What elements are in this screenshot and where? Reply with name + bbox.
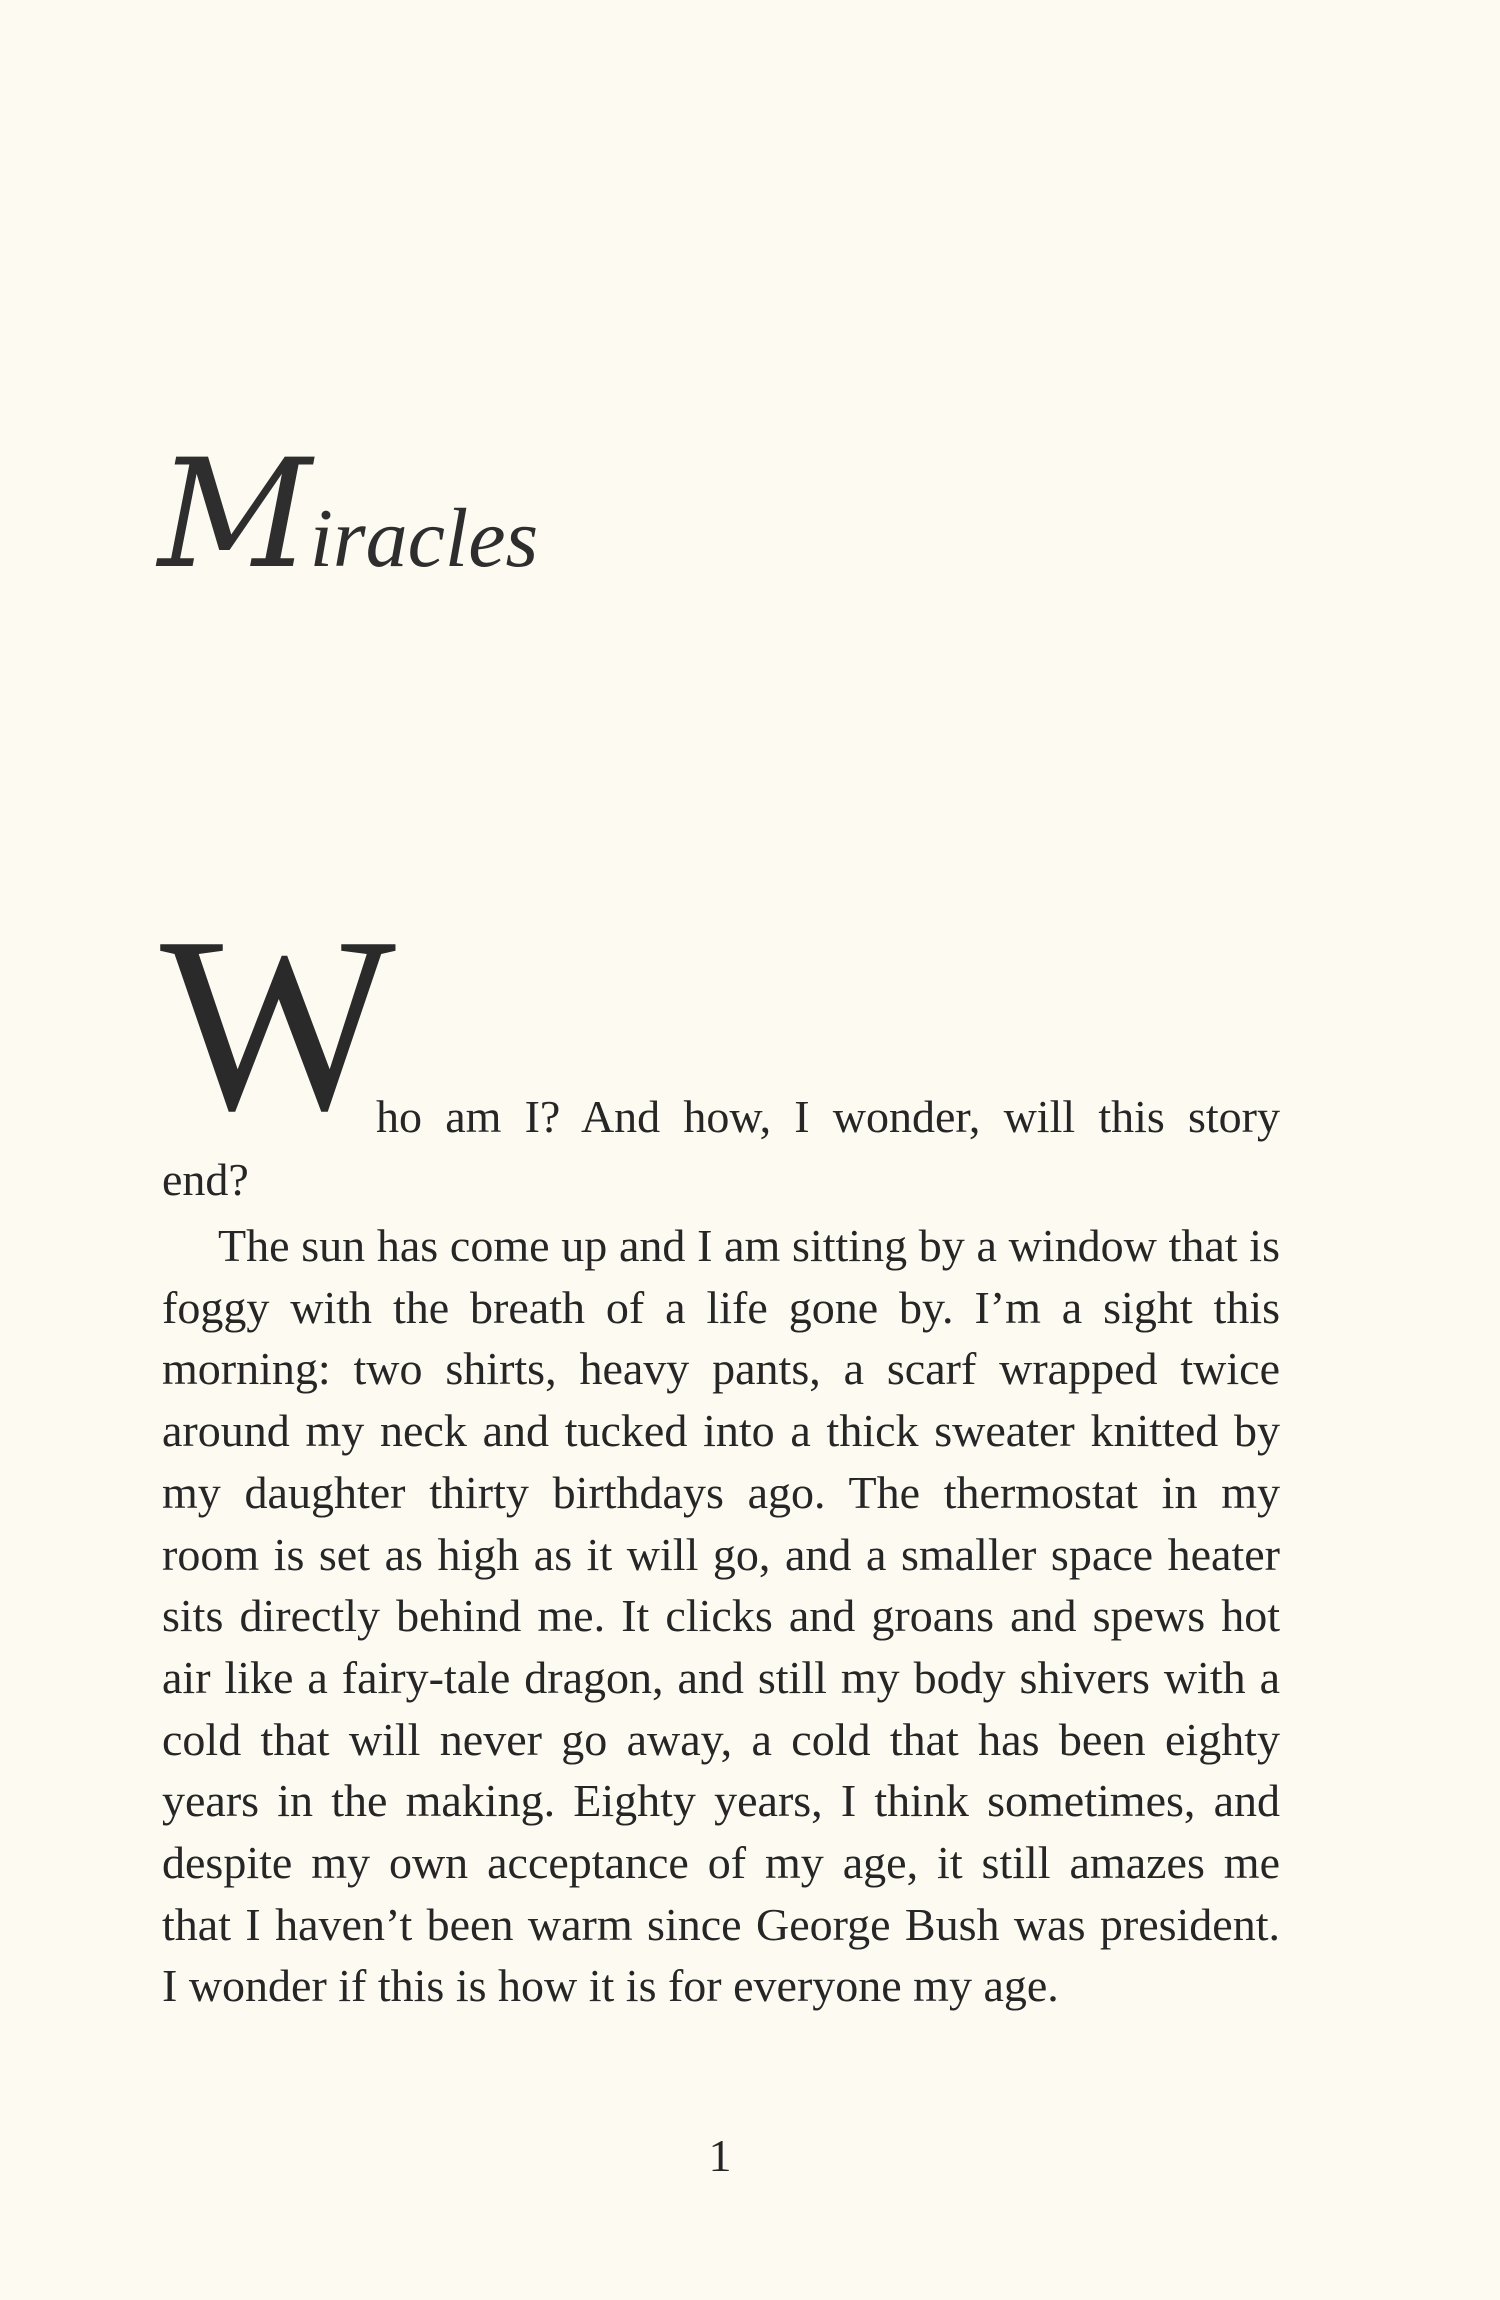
drop-cap: W [160, 886, 396, 1163]
chapter-title-rest: iracles [309, 492, 539, 585]
opening-second-line: end? [162, 1154, 249, 1205]
body-paragraph: The sun has come up and I am sitting by a window that is foggy with the breath of a life gone by. I’m a sight this morning: two shirts, heavy pants, a scarf wrapped twice around my neck and tucked into a thick sweater knitted by my daughter thirty birthdays ago. The thermostat in my room is set as high as it will go, and a smaller space heater sits directly behind me. It clicks and groans and spews hot air like a fairy-tale dragon, and still my body shivers with a cold that will never go away, a cold that has been eighty years in the making. Eighty years, I think sometimes, and despite my own acceptance of my age, it still amazes me that I haven’t been warm since George Bush was president. I wonder if this is how it is for everyone my age. [162, 1220, 1280, 2012]
page-number: 1 [708, 2130, 732, 2181]
chapter-title-initial: M [158, 428, 306, 602]
chapter-title [158, 428, 539, 602]
opening-first-line: ho am I? And how, I wonder, will this story [376, 1091, 1280, 1142]
